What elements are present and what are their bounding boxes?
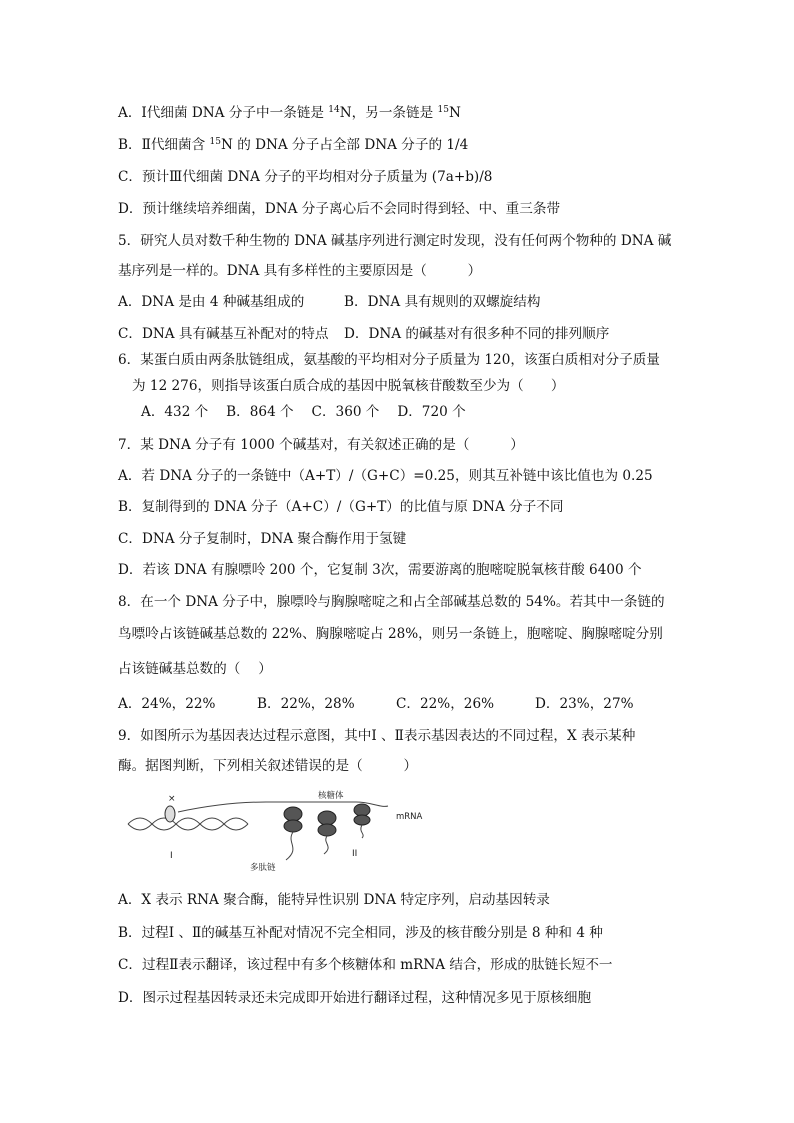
q7-option-a: A．若 DNA 分子的一条链中（A+T）/（G+C）=0.25，则其互补链中该比值也为 0.25 [118,468,653,484]
q8-option-a: A．24%，22% [118,696,216,712]
q4-option-c: C．预计Ⅲ代细菌 DNA 分子的平均相对分子质量为 (7a+b)/8 [118,169,493,185]
q6-options: A．432 个 B．864 个 C．360 个 D．720 个 [141,404,466,420]
ribosome-2-upper [318,811,336,825]
q7-stem: 7．某 DNA 分子有 1000 个碱基对，有关叙述正确的是（ ） [118,437,524,453]
q8-option-b: B．22%，28% [257,696,355,712]
q6-stem-line2: 为 12 276，则指导该蛋白质合成的基因中脱氧核苷酸数至少为（ ） [132,378,565,394]
q6-stem-line1: 6．某蛋白质由两条肽链组成，氨基酸的平均相对分子质量为 120，该蛋白质相对分子质量 [118,352,660,368]
q8-option-d: D．23%，27% [535,696,634,712]
ribosome-label: 核糖体 [318,791,344,801]
ribosome-1-lower [284,820,302,832]
q9-option-d: D．图示过程基因转录还未完成即开始进行翻译过程，这种情况多见于原核细胞 [118,990,592,1006]
q8-stem-line1: 8．在一个 DNA 分子中，腺嘌呤与胸腺嘧啶之和占全部碱基总数的 54%。若其中一条链的 [118,594,665,610]
q9-option-c: C．过程Ⅱ表示翻译，该过程中有多个核糖体和 mRNA 结合，形成的肽链长短不一 [118,957,613,973]
q7-option-d: D．若该 DNA 有腺嘌呤 200 个，它复制 3次，需要游离的胞嘧啶脱氧核苷酸 6400 个 [118,562,642,578]
q9-option-a: A．X 表示 RNA 聚合酶，能特异性识别 DNA 特定序列，启动基因转录 [118,892,550,908]
q5-stem-line1: 5．研究人员对数千种生物的 DNA 碱基序列进行测定时发现，没有任何两个物种的 DNA 碱 [118,233,672,249]
ribosome-3-lower [354,815,370,825]
q9-option-b: B．过程Ⅰ 、Ⅱ的碱基互补配对情况不完全相同，涉及的核苷酸分别是 8 种和 4 种 [118,925,603,941]
q5-options-row2 [118,325,609,343]
q8-stem-line2: 鸟嘌呤占该链碱基总数的 22%、胸腺嘧啶占 28%，则另一条链上，胞嘧啶、胸腺嘧啶分别 [118,626,663,642]
gene-expression-diagram [126,788,466,874]
q9-stem-line2: 酶。据图判断，下列相关叙述错误的是（ ） [118,758,418,774]
process-2-label: II [352,849,358,859]
polypeptide-label: 多肽链 [250,863,276,873]
q8-stem-line3: 占该链碱基总数的（ ） [118,661,272,677]
q8-options [118,695,634,713]
q5-option-c: C．DNA 具有碱基互补配对的特点 [118,326,329,342]
x-enzyme-label: × [168,794,176,804]
q5-options-row1 [118,293,540,311]
q5-stem-line2: 基序列是一样的。DNA 具有多样性的主要原因是（ ） [118,263,482,279]
mrna-label: mRNA [396,812,423,822]
q5-option-b: B．DNA 具有规则的双螺旋结构 [344,294,541,310]
q5-option-d: D．DNA 的碱基对有很多种不同的排列顺序 [344,326,610,342]
q8-option-c: C．22%，26% [396,696,495,712]
q7-option-b: B．复制得到的 DNA 分子（A+C）/（G+T）的比值与原 DNA 分子不同 [118,499,564,515]
dna-double-helix [128,818,248,830]
q4-option-b: B．Ⅱ代细菌含 $^{15}$N 的 DNA 分子占全部 DNA 分子的 1/4 [118,137,469,153]
ribosome-3-upper [354,804,370,816]
q5-option-a: A．DNA 是由 4 种碱基组成的 [118,294,305,310]
ribosome-1-upper [284,807,302,821]
process-1-label: I [170,851,173,861]
q4-option-d: D．预计继续培养细菌，DNA 分子离心后不会同时得到轻、中、重三条带 [118,201,561,217]
rna-polymerase-shape [165,806,175,822]
q9-stem-line1: 9．如图所示为基因表达过程示意图，其中Ⅰ 、Ⅱ表示基因表达的不同过程，X 表示某种 [118,728,636,744]
q7-option-c: C．DNA 分子复制时，DNA 聚合酶作用于氢键 [118,531,407,547]
q4-option-a: A．Ⅰ代细菌 DNA 分子中一条链是 $^{14}$N，另一条链是 $^{15}$N [118,105,461,121]
ribosome-group [284,804,370,836]
ribosome-2-lower [318,824,336,836]
